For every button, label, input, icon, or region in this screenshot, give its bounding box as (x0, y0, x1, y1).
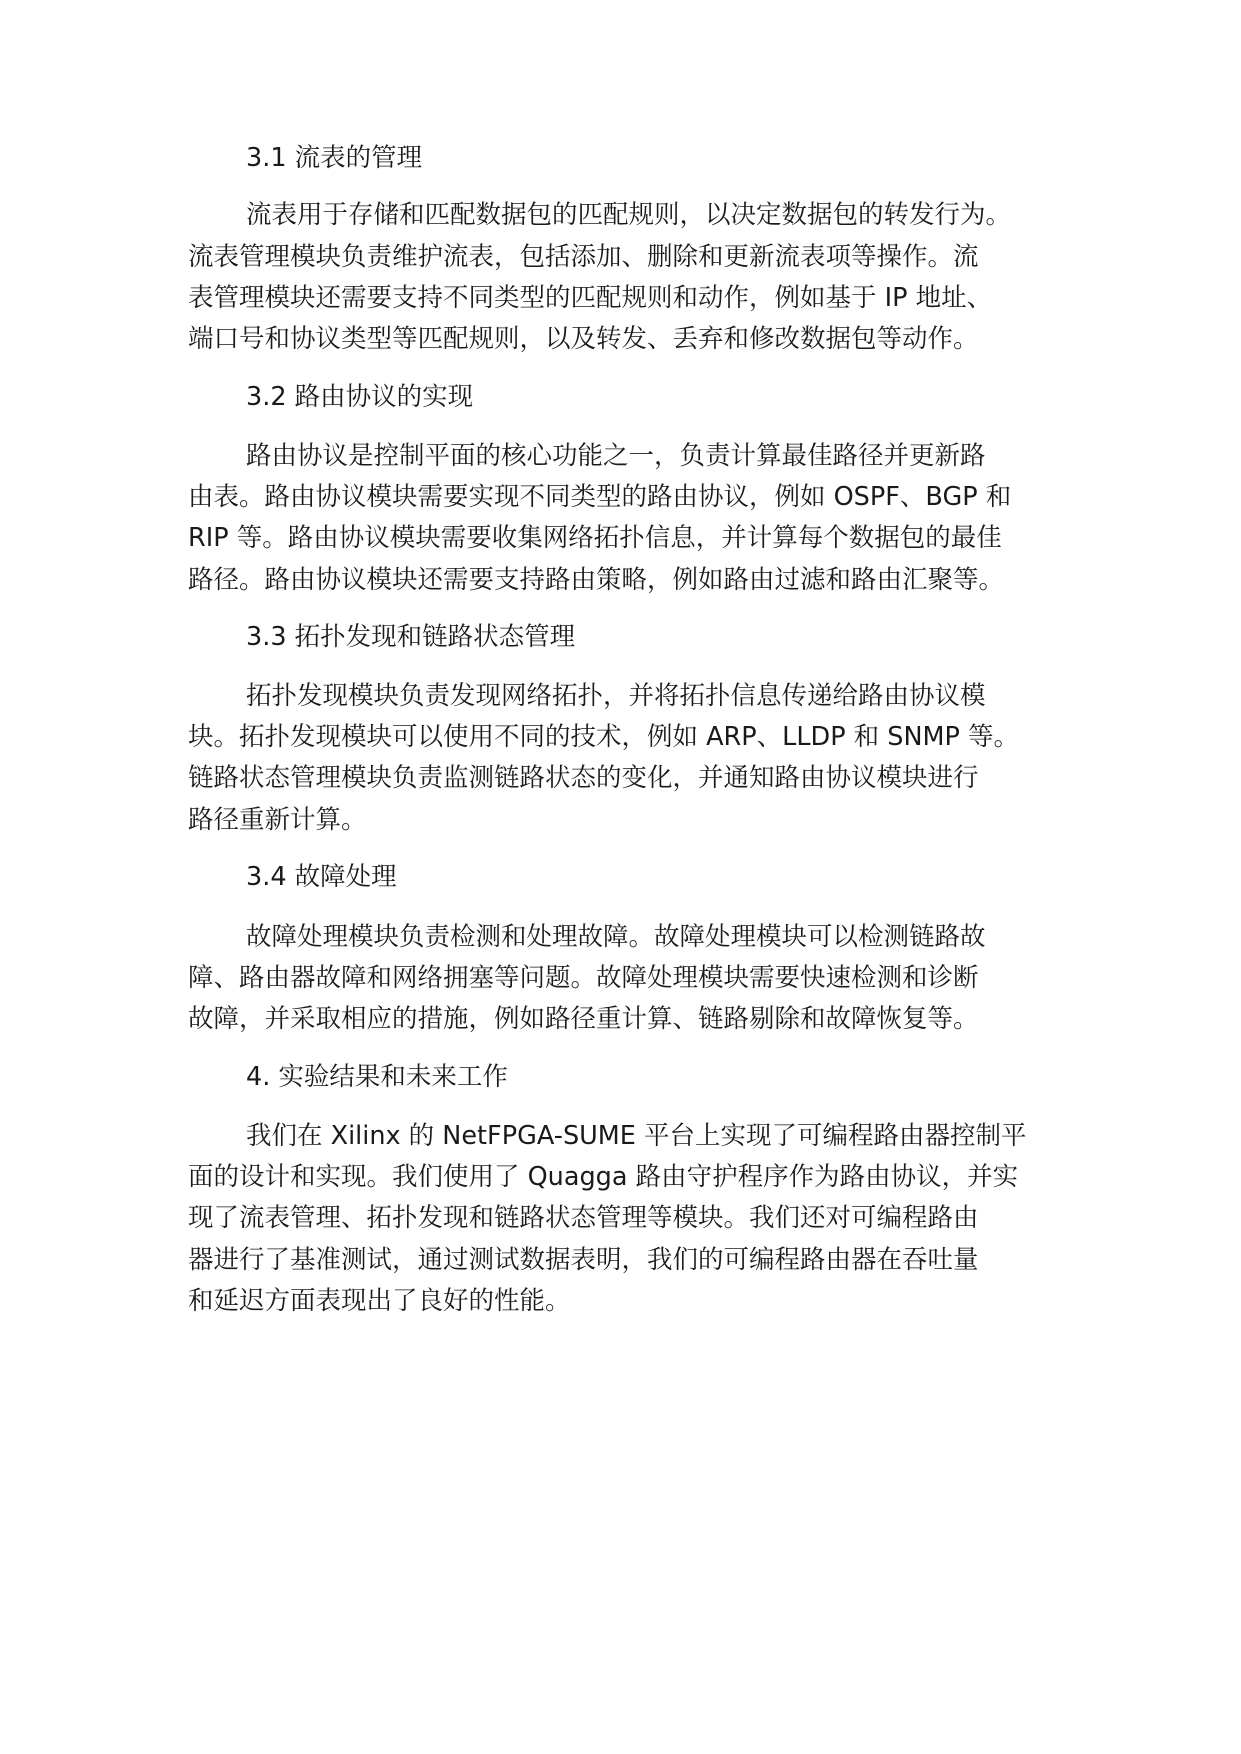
paragraph-line: 面的设计和实现。我们使用了 Quagga 路由守护程序作为路由协议，并实 (188, 1162, 1019, 1192)
paragraph-line: 路由协议是控制平面的核心功能之一，负责计算最佳路径并更新路 (246, 441, 986, 471)
section-heading: 3.1 流表的管理 (246, 143, 423, 173)
paragraph-line: 表管理模块还需要支持不同类型的匹配规则和动作，例如基于 IP 地址、 (188, 283, 993, 313)
section-heading: 3.3 拓扑发现和链路状态管理 (246, 622, 576, 652)
paragraph-line: 我们在 Xilinx 的 NetFPGA-SUME 平台上实现了可编程路由器控制平 (246, 1121, 1027, 1151)
paragraph-line: 现了流表管理、拓扑发现和链路状态管理等模块。我们还对可编程路由 (188, 1203, 979, 1233)
paragraph-line: 故障，并采取相应的措施，例如路径重计算、链路剔除和故障恢复等。 (188, 1004, 979, 1034)
paragraph-line: 障、路由器故障和网络拥塞等问题。故障处理模块需要快速检测和诊断 (188, 963, 979, 993)
paragraph-line: 块。拓扑发现模块可以使用不同的技术，例如 ARP、LLDP 和 SNMP 等。 (188, 722, 1020, 752)
paragraph-line: 和延迟方面表现出了良好的性能。 (188, 1286, 571, 1316)
section-heading: 3.2 路由协议的实现 (246, 382, 474, 412)
paragraph-line: 流表用于存储和匹配数据包的匹配规则，以决定数据包的转发行为。 (246, 200, 1012, 230)
section-heading: 4. 实验结果和未来工作 (246, 1062, 508, 1092)
paragraph-line: 路径重新计算。 (188, 805, 367, 835)
paragraph-line: 链路状态管理模块负责监测链路状态的变化，并通知路由协议模块进行 (188, 763, 979, 793)
paragraph-line: 由表。路由协议模块需要实现不同类型的路由协议，例如 OSPF、BGP 和 (188, 482, 1012, 512)
paragraph-line: 流表管理模块负责维护流表，包括添加、删除和更新流表项等操作。流 (188, 242, 979, 272)
paragraph-line: RIP 等。路由协议模块需要收集网络拓扑信息，并计算每个数据包的最佳 (188, 523, 1002, 553)
paragraph-line: 拓扑发现模块负责发现网络拓扑，并将拓扑信息传递给路由协议模 (246, 681, 986, 711)
section-heading: 3.4 故障处理 (246, 862, 397, 892)
paragraph-line: 故障处理模块负责检测和处理故障。故障处理模块可以检测链路故 (246, 922, 986, 952)
paragraph-line: 路径。路由协议模块还需要支持路由策略，例如路由过滤和路由汇聚等。 (188, 565, 1005, 595)
paragraph-line: 器进行了基准测试，通过测试数据表明，我们的可编程路由器在吞吐量 (188, 1245, 979, 1275)
paragraph-line: 端口号和协议类型等匹配规则，以及转发、丢弃和修改数据包等动作。 (188, 324, 979, 354)
